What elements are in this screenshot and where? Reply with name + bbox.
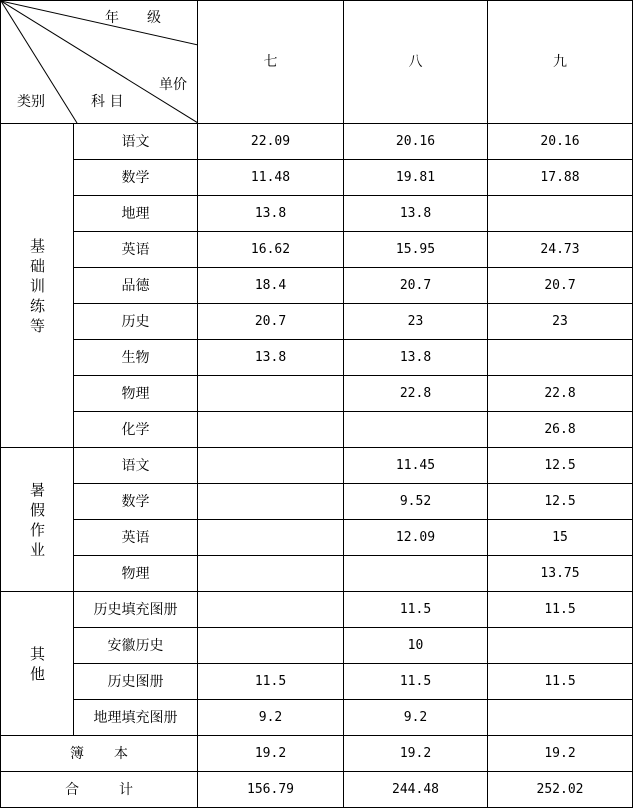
subject-label: 科 目: [91, 94, 124, 110]
price-cell: 26.8: [488, 412, 633, 448]
grade-header-7: 七: [198, 1, 344, 124]
subject-cell: 生物: [74, 340, 198, 376]
notebook-row: [1, 736, 633, 772]
table-row: [1, 484, 633, 520]
price-cell: 11.5: [488, 664, 633, 700]
price-cell: 12.5: [488, 484, 633, 520]
table-row: [1, 340, 633, 376]
subject-cell: 历史: [74, 304, 198, 340]
price-cell: [198, 628, 344, 664]
price-cell: 11.5: [344, 664, 488, 700]
price-cell: 22.09: [198, 124, 344, 160]
total-value-cell: 244.48: [344, 772, 488, 808]
diagonal-header-cell: [1, 1, 198, 124]
category-name: 暑假作业: [30, 480, 46, 559]
table-row: [1, 664, 633, 700]
price-cell: [344, 556, 488, 592]
price-cell: 13.8: [198, 196, 344, 232]
price-cell: 9.52: [344, 484, 488, 520]
price-cell: 16.62: [198, 232, 344, 268]
subject-cell: 地理填充图册: [74, 700, 198, 736]
price-cell: 13.8: [344, 196, 488, 232]
price-cell: 20.16: [488, 124, 633, 160]
price-cell: [488, 340, 633, 376]
price-cell: [198, 412, 344, 448]
table-row: [1, 412, 633, 448]
table-row: [1, 232, 633, 268]
subject-cell: 历史填充图册: [74, 592, 198, 628]
category-name: 其他: [30, 644, 46, 683]
price-label: 单价: [159, 77, 187, 93]
total-row: [1, 772, 633, 808]
price-cell: 9.2: [198, 700, 344, 736]
price-cell: [488, 700, 633, 736]
grade-label: 年 级: [105, 10, 161, 26]
price-cell: [488, 628, 633, 664]
category-name: 基础训练等: [30, 236, 46, 335]
subject-cell: 语文: [74, 448, 198, 484]
price-cell: [198, 592, 344, 628]
price-cell: [198, 556, 344, 592]
total-value-cell: 252.02: [488, 772, 633, 808]
price-cell: 20.7: [344, 268, 488, 304]
header-row: [1, 1, 633, 124]
price-cell: [198, 520, 344, 556]
table-row: [1, 304, 633, 340]
category-cell: [1, 448, 74, 592]
price-cell: 22.8: [344, 376, 488, 412]
subject-cell: 英语: [74, 520, 198, 556]
table-row: [1, 520, 633, 556]
price-cell: [198, 376, 344, 412]
price-cell: 20.7: [488, 268, 633, 304]
price-cell: 10: [344, 628, 488, 664]
table-row: [1, 448, 633, 484]
table-row: [1, 268, 633, 304]
category-cell: [1, 592, 74, 736]
notebook-label: 簿本: [70, 745, 158, 762]
price-cell: [198, 448, 344, 484]
price-cell: 23: [344, 304, 488, 340]
total-label-cell: [1, 772, 198, 808]
table-row: [1, 124, 633, 160]
price-cell: 11.5: [488, 592, 633, 628]
price-cell: 11.5: [344, 592, 488, 628]
price-cell: 13.8: [344, 340, 488, 376]
subject-cell: 化学: [74, 412, 198, 448]
subject-cell: 安徽历史: [74, 628, 198, 664]
category-label: 类别: [17, 94, 45, 110]
subject-cell: 物理: [74, 556, 198, 592]
price-cell: [488, 196, 633, 232]
price-cell: 9.2: [344, 700, 488, 736]
total-value-cell: 156.79: [198, 772, 344, 808]
table-row: [1, 700, 633, 736]
notebook-value-cell: 19.2: [488, 736, 633, 772]
subject-cell: 数学: [74, 484, 198, 520]
table-row: [1, 196, 633, 232]
price-cell: 15.95: [344, 232, 488, 268]
grade-header-8: 八: [344, 1, 488, 124]
price-cell: 13.8: [198, 340, 344, 376]
subject-cell: 地理: [74, 196, 198, 232]
price-cell: 20.16: [344, 124, 488, 160]
table-row: [1, 160, 633, 196]
price-cell: 20.7: [198, 304, 344, 340]
price-cell: 12.09: [344, 520, 488, 556]
price-cell: 11.5: [198, 664, 344, 700]
price-cell: 11.48: [198, 160, 344, 196]
price-cell: 24.73: [488, 232, 633, 268]
price-cell: 19.81: [344, 160, 488, 196]
table-body: [1, 1, 633, 808]
price-cell: 13.75: [488, 556, 633, 592]
price-cell: 12.5: [488, 448, 633, 484]
table-row: [1, 628, 633, 664]
subject-cell: 英语: [74, 232, 198, 268]
notebook-label-cell: [1, 736, 198, 772]
subject-cell: 数学: [74, 160, 198, 196]
category-cell: [1, 124, 74, 448]
table-row: [1, 556, 633, 592]
subject-cell: 品德: [74, 268, 198, 304]
subject-cell: 物理: [74, 376, 198, 412]
price-cell: 22.8: [488, 376, 633, 412]
price-cell: [344, 412, 488, 448]
price-cell: 18.4: [198, 268, 344, 304]
table-row: [1, 592, 633, 628]
price-cell: 11.45: [344, 448, 488, 484]
price-cell: 17.88: [488, 160, 633, 196]
total-label: 合计: [65, 781, 173, 798]
notebook-value-cell: 19.2: [344, 736, 488, 772]
price-cell: [198, 484, 344, 520]
table-row: [1, 376, 633, 412]
grade-header-9: 九: [488, 1, 633, 124]
price-cell: 23: [488, 304, 633, 340]
price-cell: 15: [488, 520, 633, 556]
notebook-value-cell: 19.2: [198, 736, 344, 772]
subject-cell: 语文: [74, 124, 198, 160]
subject-cell: 历史图册: [74, 664, 198, 700]
